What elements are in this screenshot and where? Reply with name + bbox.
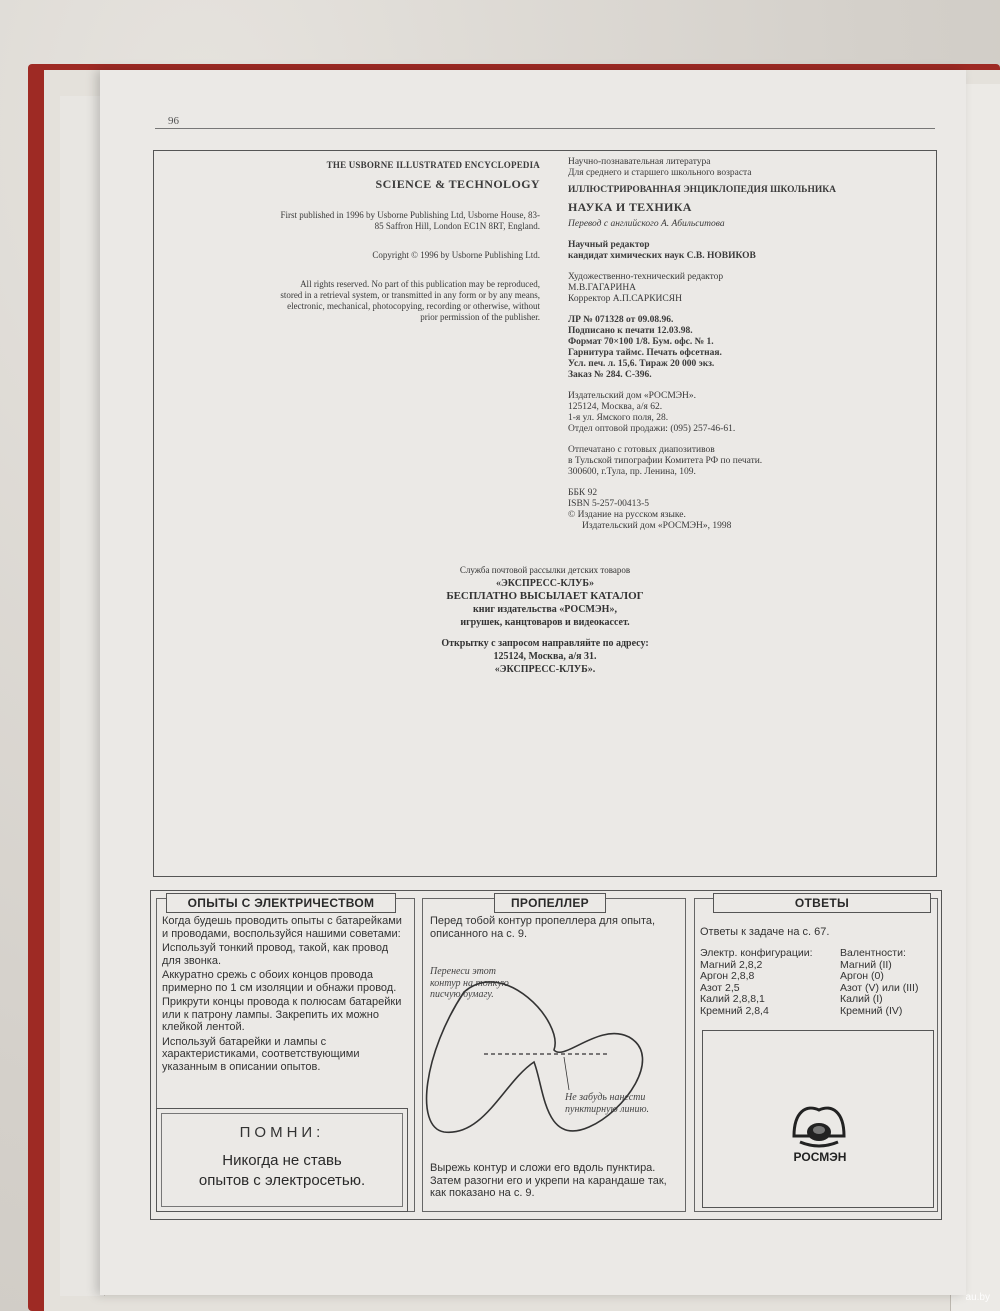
propeller-intro: Перед тобой контур пропеллера для опыта, описанного на с. 9. — [430, 915, 656, 940]
publisher-3: 1-я ул. Ямского поля, 28. — [568, 413, 669, 423]
experiments-p2: Используй тонкий провод, такой, как провод для звонка. — [162, 942, 389, 967]
ad-line-8: «ЭКСПРЕСС-КЛУБ». — [494, 664, 596, 675]
config-row: Калий 2,8,8,1 — [700, 993, 765, 1006]
remember-line-1: Никогда не ставь — [222, 1152, 342, 1169]
format: Формат 70×100 1/8. Бум. офс. № 1. — [568, 337, 714, 347]
header-rule — [155, 128, 935, 129]
propeller-note-trace: Перенеси этот контур на тонкую писчую бумагу. — [430, 966, 509, 1000]
publisher-2: 125124, Москва, а/я 62. — [568, 402, 663, 412]
valence-row: Калий (I) — [840, 993, 883, 1006]
series-ru: ИЛЛЮСТРИРОВАННАЯ ЭНЦИКЛОПЕДИЯ ШКОЛЬНИКА — [568, 185, 836, 195]
series-en: THE USBORNE ILLUSTRATED ENCYCLOPEDIA — [326, 160, 540, 170]
experiments-p3: Аккуратно срежь с обоих концов провода примерно по 1 см изоляции и обнажи провод. — [162, 969, 397, 994]
page-number: 96 — [168, 115, 179, 127]
order-number: Заказ № 284. С-396. — [568, 370, 652, 380]
answers-title: ОТВЕТЫ — [713, 893, 931, 913]
page-fold — [60, 96, 105, 1296]
remember-line-2: опытов с электросетью. — [198, 1172, 366, 1189]
copyright-en: Copyright © 1996 by Usborne Publishing Ltd. — [372, 250, 540, 260]
translation: Перевод с английского А. Абильситова — [568, 219, 725, 229]
experiments-p4: Прикрути концы провода к полюсам батарейки или к патрону лампы. Закрепить их можно клейкой лентой. — [162, 996, 402, 1033]
config-row: Магний 2,8,2 — [700, 958, 763, 971]
answers-intro: Ответы к задаче на с. 67. — [700, 926, 830, 938]
printer-1: Отпечатано с готовых диапозитивов — [568, 445, 715, 455]
experiments-p1: Когда будешь проводить опыты с батарейками и проводами, воспользуйся нашими советами: — [162, 915, 402, 940]
printer-3: 300600, г.Тула, пр. Ленина, 109. — [568, 467, 696, 477]
printer-2: в Тульской типографии Комитета РФ по печати. — [568, 456, 763, 466]
ad-line-5: игрушек, канцтоваров и видеокассет. — [460, 617, 630, 628]
experiments-title: ОПЫТЫ С ЭЛЕКТРИЧЕСТВОМ — [166, 893, 396, 913]
valence-row: Кремний (IV) — [840, 1004, 903, 1017]
valence-column — [840, 948, 940, 1018]
first-published: First published in 1996 by Usborne Publishing Ltd, Usborne House, 83-85 Saffron Hill, London EC1N 8RT, England. — [280, 210, 540, 231]
propeller-outro: Вырежь контур и сложи его вдоль пунктира. Затем разогни его и укрепи на карандаше так, как показано на с. 9. — [430, 1162, 667, 1199]
config-column — [700, 948, 840, 1018]
audience: Для среднего и старшего школьного возраста — [568, 168, 752, 178]
remember-title: ПОМНИ: — [239, 1124, 325, 1141]
watermark: au.by — [965, 1292, 990, 1303]
ad-line-7: 125124, Москва, а/я 31. — [493, 651, 597, 662]
experiments-p5: Используй батарейки и лампы с характеристиками, соответствующими указанным в описании опытов. — [162, 1035, 360, 1073]
propeller-note-dashed: Не забудь нанести пунктирную линию. — [565, 1092, 649, 1115]
mail-order-ad — [380, 564, 710, 676]
title-ru: НАУКА И ТЕХНИКА — [568, 200, 692, 214]
rosmen-logo-label: РОСМЭН — [793, 1150, 847, 1164]
config-header: Электр. конфигурации: — [700, 947, 813, 959]
corrector: Корректор А.П.САРКИСЯН — [568, 294, 682, 304]
experiments-text — [162, 915, 410, 1075]
ad-line-1: Служба почтовой рассылки детских товаров — [459, 565, 631, 575]
valence-row: Азот (V) или (III) — [840, 981, 919, 994]
valence-header: Валентности: — [840, 947, 906, 959]
ad-line-4: книг издательства «РОСМЭН», — [473, 604, 617, 615]
remember-inner — [161, 1113, 403, 1207]
license: ЛР № 071328 от 09.08.96. — [568, 315, 674, 325]
sci-editor-1: Научный редактор — [568, 240, 650, 250]
propeller-outline — [424, 962, 654, 1162]
art-editor-2: М.В.ГАГАРИНА — [568, 283, 637, 293]
config-row: Азот 2,5 — [700, 981, 740, 994]
valence-row: Магний (II) — [840, 958, 892, 971]
config-row: Кремний 2,8,4 — [700, 1004, 769, 1017]
publisher-1: Издательский дом «РОСМЭН». — [568, 391, 697, 401]
ad-line-3: БЕСПЛАТНО ВЫСЫЛАЕТ КАТАЛОГ — [446, 590, 644, 602]
config-row: Аргон 2,8,8 — [700, 970, 755, 983]
title-en: SCIENCE & TECHNOLOGY — [375, 177, 540, 191]
bbk: ББК 92 — [568, 488, 598, 498]
isbn: ISBN 5-257-00413-5 — [568, 499, 650, 509]
valence-row: Аргон (0) — [840, 970, 884, 983]
signed-date: Подписано к печати 12.03.98. — [568, 326, 693, 336]
ad-line-6: Открытку с запросом направляйте по адресу: — [441, 638, 649, 649]
imprint-english — [280, 160, 540, 323]
genre: Научно-познавательная литература — [568, 157, 711, 167]
ad-line-2: «ЭКСПРЕСС-КЛУБ» — [496, 578, 594, 589]
remember-box — [156, 1108, 408, 1212]
sci-editor-2: кандидат химических наук С.В. НОВИКОВ — [568, 251, 756, 261]
publisher-4: Отдел оптовой продажи: (095) 257-46-61. — [568, 424, 736, 434]
propeller-title: ПРОПЕЛЛЕР — [494, 893, 606, 913]
art-editor-1: Художественно-технический редактор — [568, 272, 724, 282]
typeface: Гарнитура таймс. Печать офсетная. — [568, 348, 722, 358]
print-run: Усл. печ. л. 15,6. Тираж 20 000 экз. — [568, 359, 715, 369]
edition-2: Издательский дом «РОСМЭН», 1998 — [582, 521, 732, 531]
edition-1: © Издание на русском языке. — [568, 510, 686, 520]
propeller-pointer — [564, 1057, 569, 1090]
remember-text — [162, 1151, 402, 1191]
rights-en: All rights reserved. No part of this publication may be reproduced, stored in a retrieval system, or transmitted in any form or by any means, electronic, mechanical, photocopying, recording or otherwise, without prior permission of the publisher. — [280, 279, 540, 322]
imprint-russian — [568, 157, 868, 532]
